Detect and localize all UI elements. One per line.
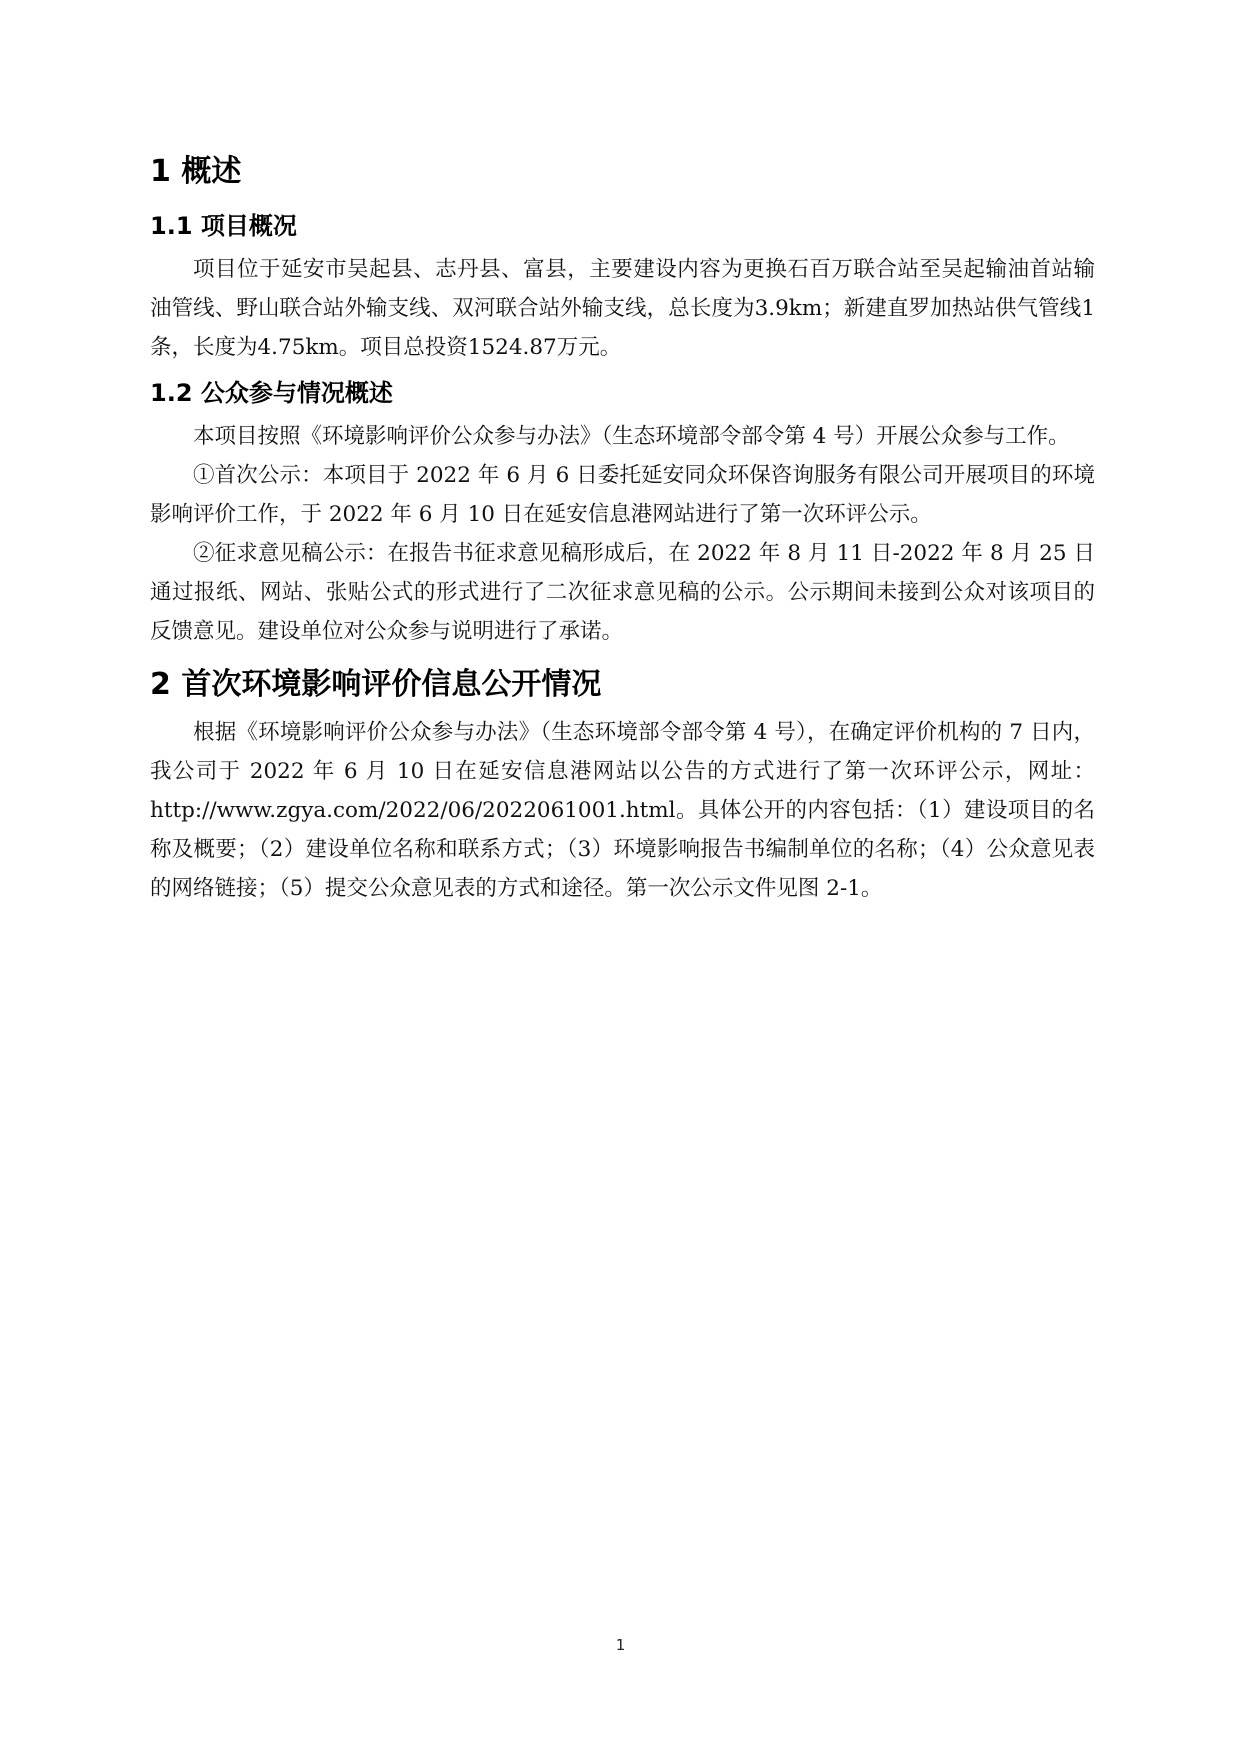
paragraph-first-disclosure: 根据《环境影响评价公众参与办法》（生态环境部令部令第 4 号），在确定评价机构的 7 日内，我公司于 2022 年 6 月 10 日在延安信息港网站以公告的方式进行了第一次环评公示，网址：http://www.zgya.com/2022/06/2022061001.html。具体公开的内容包括：（1）建设项目的名称及概要；（2）建设单位名称和联系方式；（3）环境影响报告书编制单位的名称；（4）公众意见表的网络链接；（5）提交公众意见表的方式和途径。第一次公示文件见图 2-1。 [150,720,1095,901]
page-number: 1 [615,1636,626,1654]
document-body [150,150,1095,908]
heading-public-participation: 1.2 公众参与情况概述 [150,379,393,407]
heading-first-disclosure: 2 首次环境影响评价信息公开情况 [150,667,602,702]
paragraph-draft-notice: ②征求意见稿公示：在报告书征求意见稿形成后，在 2022 年 8 月 11 日-2022 年 8 月 25 日通过报纸、网站、张贴公式的形式进行了二次征求意见稿的公示。公示期间未接到公众对该项目的反馈意见。建设单位对公众参与说明进行了承诺。 [150,541,1095,644]
paragraph-participation-basis: 本项目按照《环境影响评价公众参与办法》（生态环境部令部令第 4 号）开展公众参与工作。 [193,424,1070,449]
paragraph-project-overview: 项目位于延安市吴起县、志丹县、富县，主要建设内容为更换石百万联合站至吴起输油首站输油管线、野山联合站外输支线、双河联合站外输支线，总长度为3.9km；新建直罗加热站供气管线1条，长度为4.75km。项目总投资1524.87万元。 [150,257,1095,360]
heading-overview: 1 概述 [150,154,242,189]
paragraph-first-notice: ①首次公示：本项目于 2022 年 6 月 6 日委托延安同众环保咨询服务有限公司开展项目的环境影响评价工作，于 2022 年 6 月 10 日在延安信息港网站进行了第一次环评公示。 [150,463,1095,527]
heading-project-overview: 1.1 项目概况 [150,212,297,240]
